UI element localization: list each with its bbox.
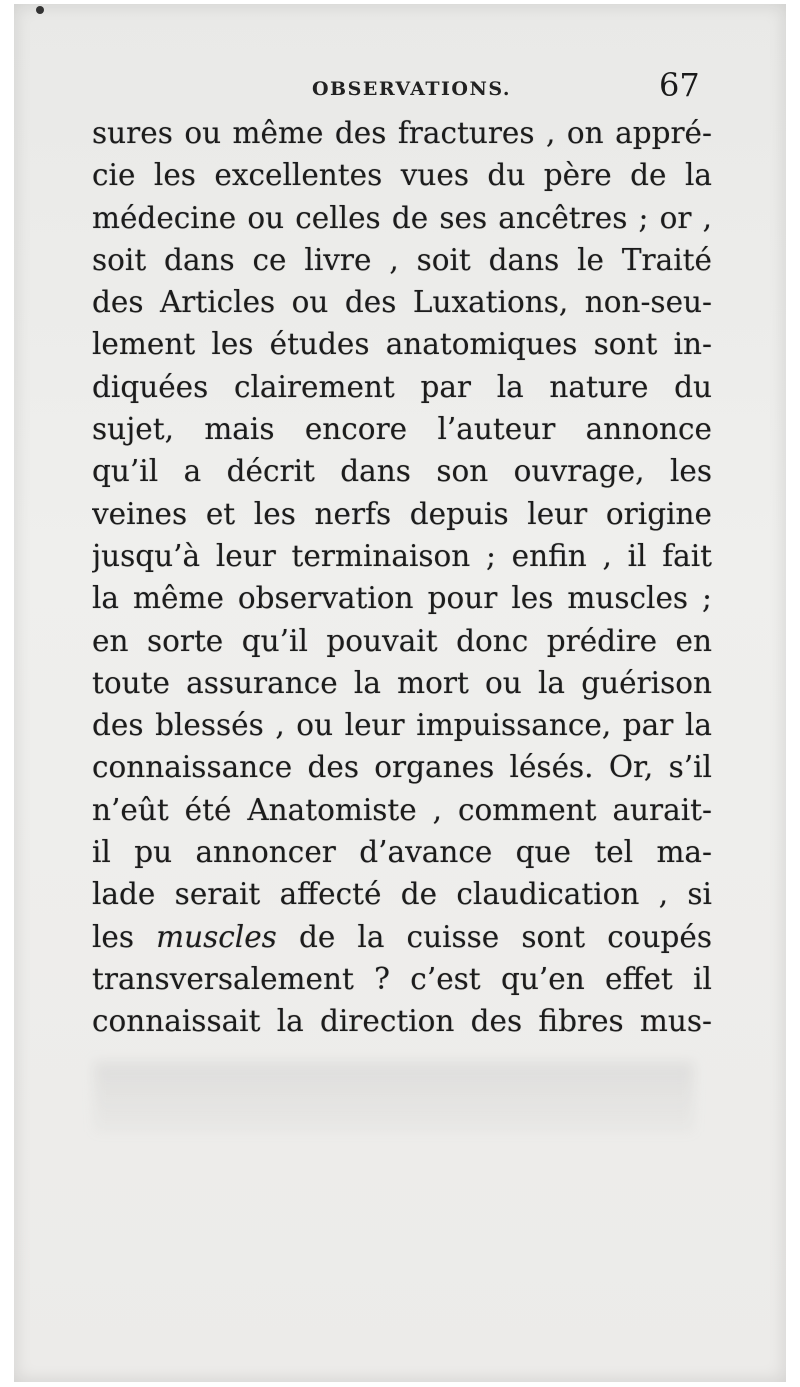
text-line: cie les excellentes vues du père de la xyxy=(92,158,712,193)
text-line: veines et les nerfs depuis leur origine xyxy=(92,496,712,531)
text-line: en sorte qu’il pouvait donc prédire en xyxy=(92,623,712,658)
text-line: connaissance des organes lésés. Or, s’il xyxy=(92,750,712,785)
text-line: sures ou même des fractures , on appré- xyxy=(92,116,712,150)
page-header xyxy=(14,66,786,116)
text-fragment: de la cuisse sont coupés xyxy=(276,919,712,954)
text-line: lade serait affecté de claudication , si xyxy=(92,877,712,912)
text-line: sujet, mais encore l’auteur annonce xyxy=(92,412,712,447)
text-line: n’eût été Anatomiste , comment aurait- xyxy=(92,792,712,827)
text-line: des blessés , ou leur impuissance, par la xyxy=(92,708,712,743)
text-line: soit dans ce livre , soit dans le Traité xyxy=(92,242,712,277)
text-line: il pu annoncer d’avance que tel ma- xyxy=(92,835,712,870)
text-line: toute assurance la mort ou la guérison xyxy=(92,665,712,700)
page-number: 67 xyxy=(659,66,700,104)
running-head: OBSERVATIONS. xyxy=(312,78,511,100)
text-line: lement les études anatomiques sont in- xyxy=(92,327,712,362)
book-page xyxy=(14,4,786,1382)
body-text xyxy=(92,112,712,1043)
text-fragment: les xyxy=(92,919,157,954)
text-line: qu’il a décrit dans son ouvrage, les xyxy=(92,454,712,489)
ink-speck xyxy=(36,6,44,14)
bleed-through-shadow xyxy=(94,1062,694,1132)
text-line: diquées clairement par la nature du xyxy=(92,369,712,404)
italic-word: muscles xyxy=(156,919,277,954)
text-line: la même observation pour les muscles ; xyxy=(92,581,712,616)
text-line: des Articles ou des Luxations, non-seu- xyxy=(92,285,712,320)
text-line-with-italic xyxy=(92,916,712,958)
text-line: jusqu’à leur terminaison ; enfin , il fait xyxy=(92,538,712,573)
text-line: médecine ou celles de ses ancêtres ; or , xyxy=(92,200,712,235)
text-line: connaissait la direction des fibres mus- xyxy=(92,1004,712,1039)
text-line: transversalement ? c’est qu’en effet il xyxy=(92,961,712,996)
